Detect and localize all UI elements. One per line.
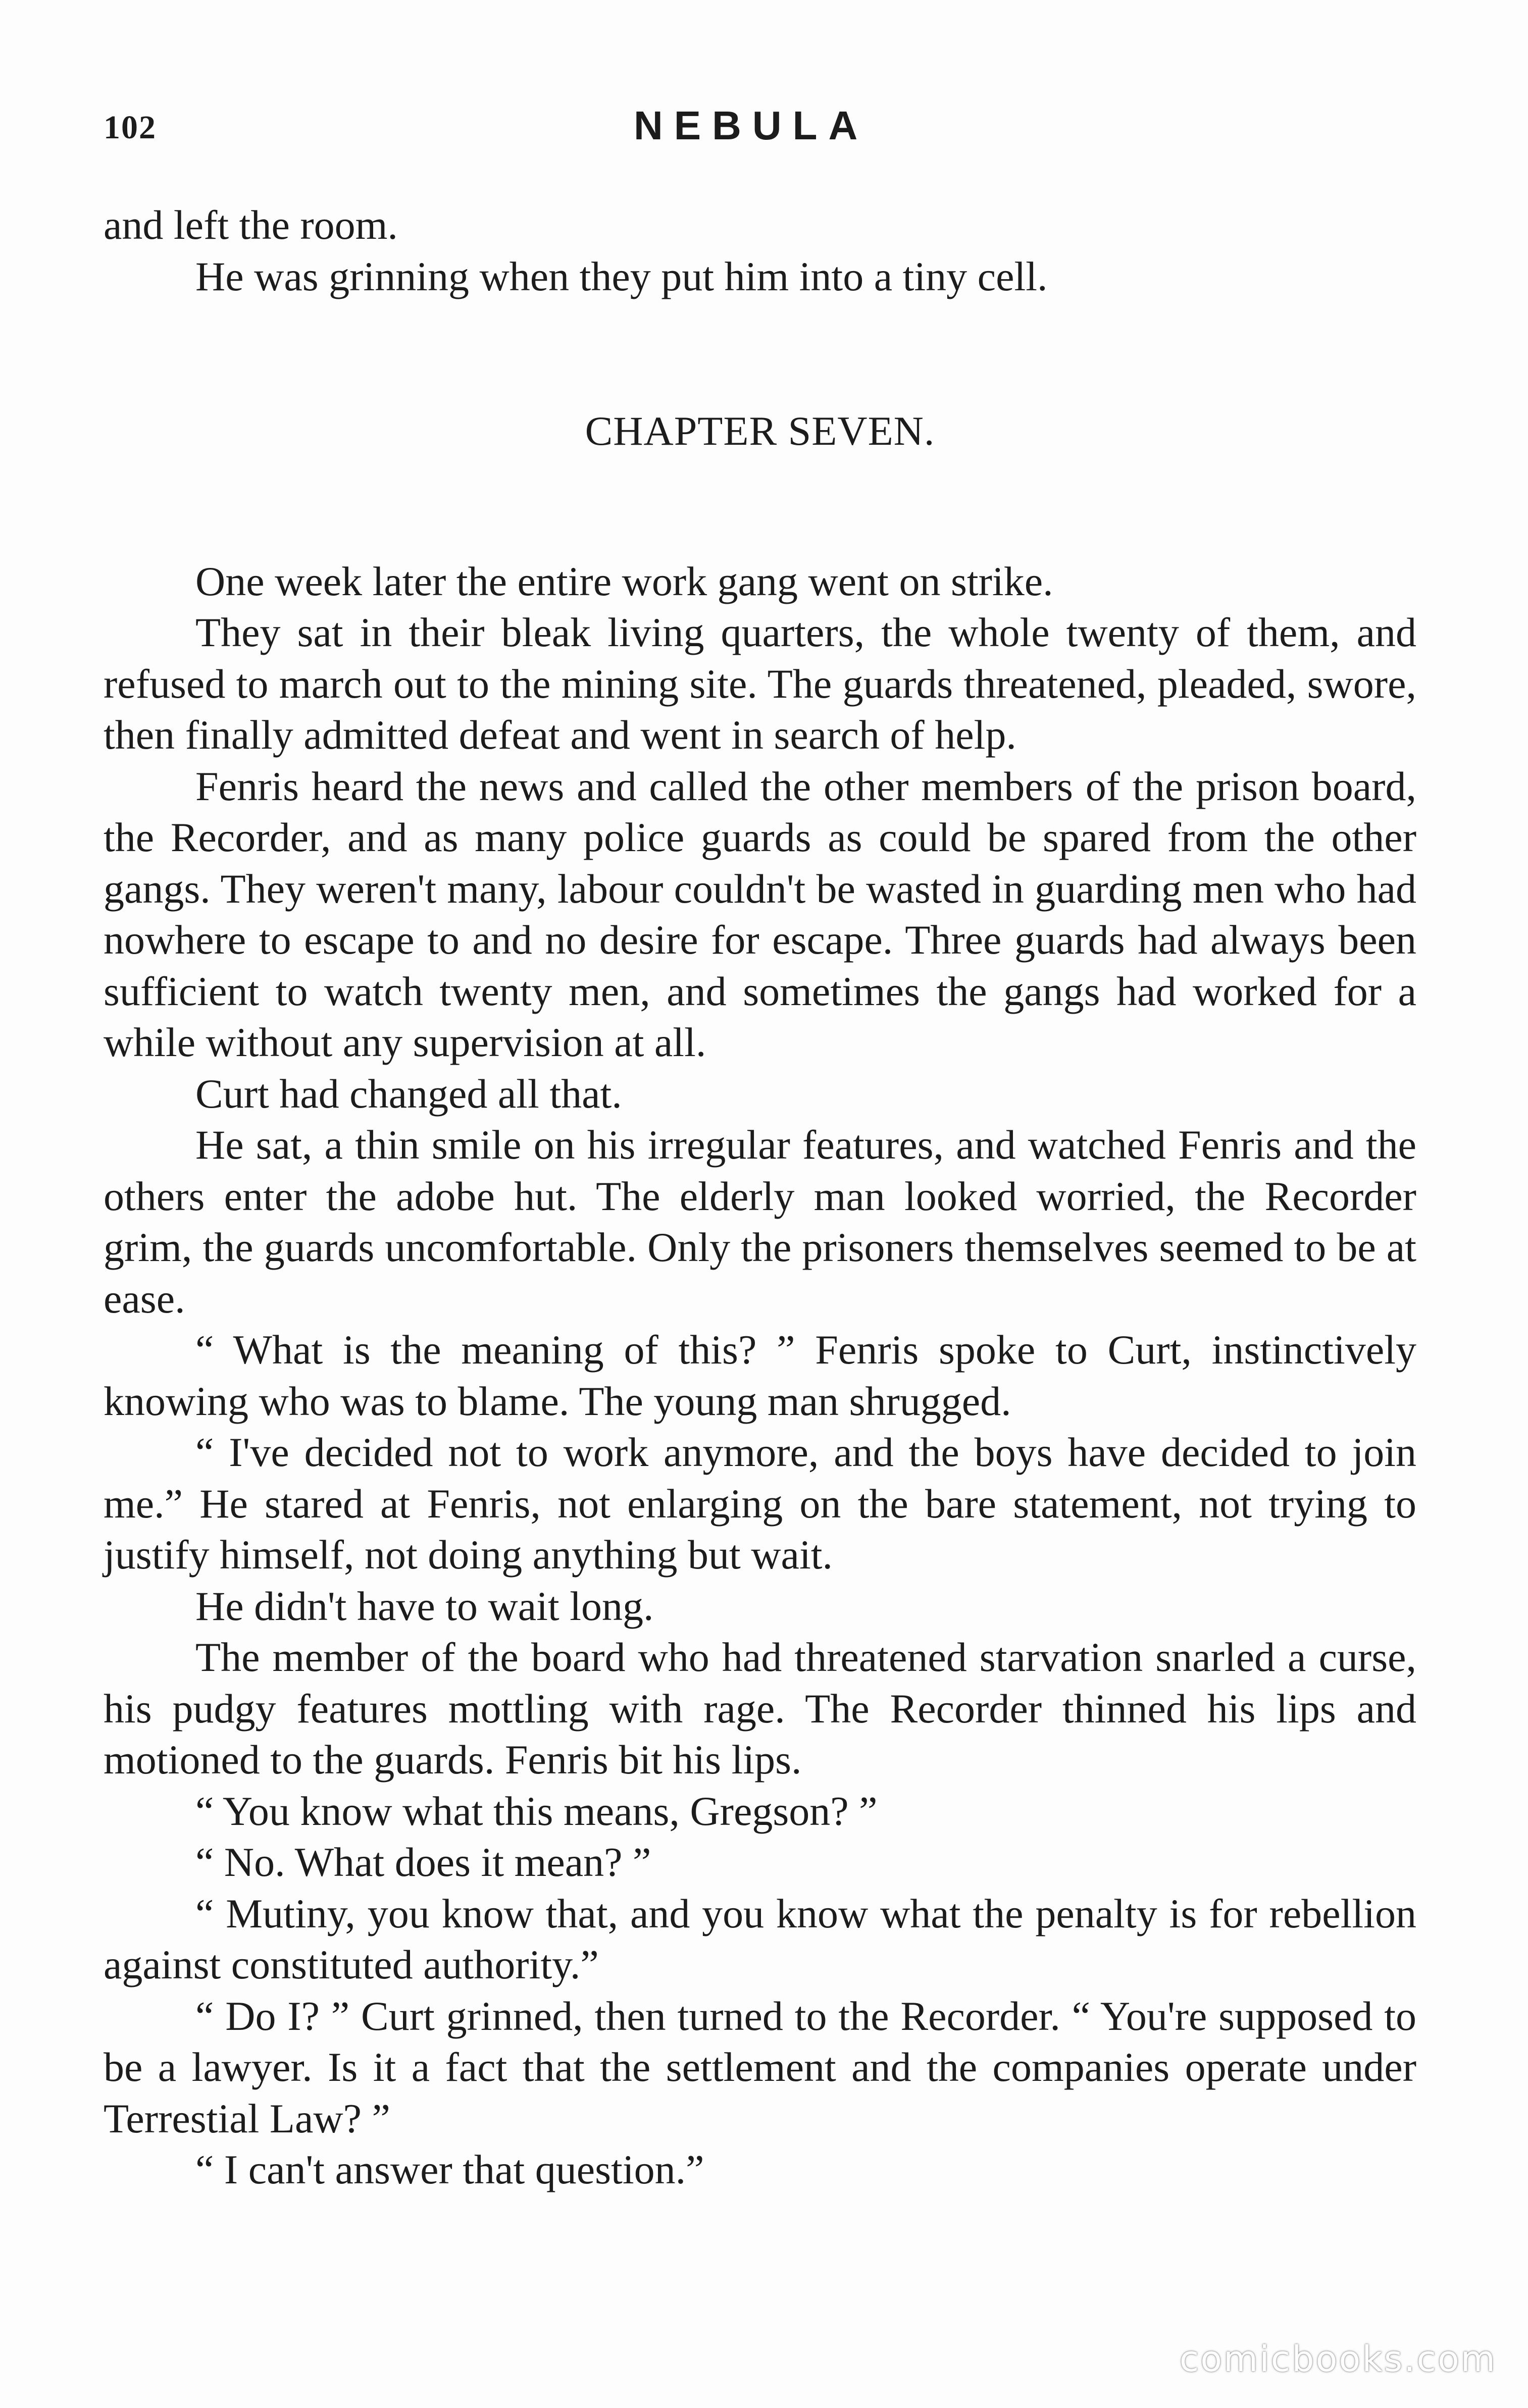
paragraph: “ You know what this means, Gregson? ” [195,1788,878,1834]
paragraph: Curt had changed all that. [195,1070,622,1117]
paragraph: “ Do I? ” Curt grinned, then turned to the Recorder. “ You're supposed to be a lawyer. Is it a fact that the settlement and the companies operate under Terrestial Law? ” [104,1993,1416,2141]
paragraph: He didn't have to wait long. [195,1583,654,1629]
paragraph: The member of the board who had threatened starvation snarled a curse, his pudgy features mottling with rage. The Recorder thinned his lips and motioned to the guards. Fenris bit his lips. [104,1634,1416,1783]
paragraph: “ No. What does it mean? ” [195,1839,651,1885]
paragraph: “ I've decided not to work anymore, and the boys have decided to join me.” He stared at Fenris, not enlarging on the bare statement, not trying to justify himself, not doing anything but wait. [104,1429,1416,1578]
paragraph: “ Mutiny, you know that, and you know what the penalty is for rebellion against constituted authority.” [104,1890,1416,1987]
paragraph-continued: and left the room. [104,202,398,248]
site-watermark: comicbooks.com [1179,2338,1497,2380]
paragraph: They sat in their bleak living quarters, the whole twenty of them, and refused to march out to the mining site. The guards threatened, pleaded, swore, then finally admitted defeat and went in search of help. [104,609,1416,758]
chapter-heading: CHAPTER SEVEN. [585,408,935,454]
paragraph: One week later the entire work gang went on strike. [195,558,1053,604]
paragraph: He sat, a thin smile on his irregular features, and watched Fenris and the others enter the adobe hut. The elderly man looked worried, the Recorder grim, the guards uncomfortable. Only the prisoners themselves seemed to be at ease. [104,1122,1416,1322]
paragraph: Fenris heard the news and called the other members of the prison board, the Recorder, and as many police guards as could be spared from the other gangs. They weren't many, labour couldn't be wasted in guarding men who had nowhere to escape to and no desire for escape. Three guards had always been sufficient to watch twenty men, and sometimes the gangs had worked for a while without any supervision at all. [104,763,1416,1065]
body-text [104,199,1416,2195]
running-title: NEBULA [634,103,869,148]
page-number: 102 [104,109,157,146]
page-header [104,98,1416,159]
paragraph: He was grinning when they put him into a tiny cell. [195,253,1048,299]
paragraph: “ What is the meaning of this? ” Fenris spoke to Curt, instinctively knowing who was to blame. The young man shrugged. [104,1327,1416,1424]
paragraph: “ I can't answer that question.” [195,2147,704,2192]
